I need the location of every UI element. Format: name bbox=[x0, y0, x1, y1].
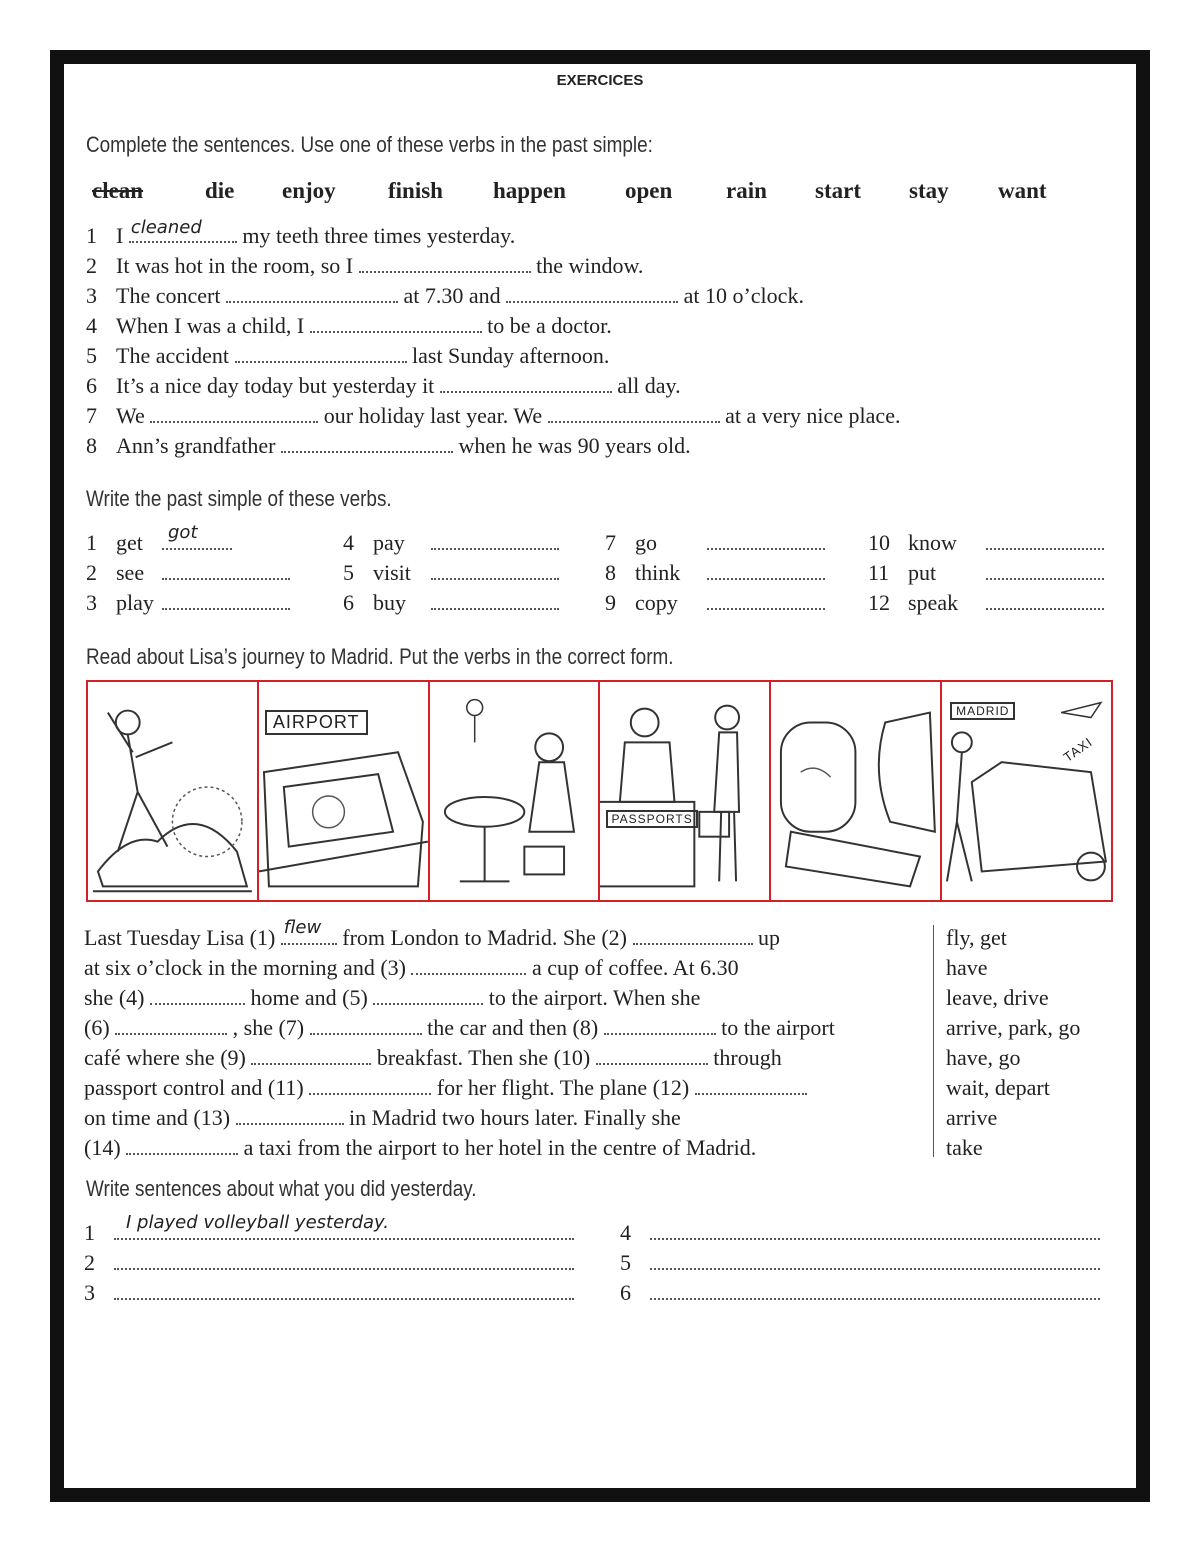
verb-happen: happen bbox=[493, 178, 566, 203]
ex1-line-1: 1 I cleaned my teeth three times yesterday. bbox=[86, 217, 516, 248]
picture-waking-up bbox=[88, 682, 259, 900]
sentence-blank[interactable] bbox=[114, 1282, 574, 1300]
madrid-sign: MADRID bbox=[950, 702, 1015, 720]
verb-hint: arrive, park, go bbox=[946, 1015, 1081, 1040]
answer-blank[interactable] bbox=[986, 592, 1104, 610]
sentence-line: 2 bbox=[84, 1250, 574, 1276]
verb-hint: fly, get bbox=[946, 925, 1007, 950]
handwritten-answer: I played volleyball yesterday. bbox=[126, 1212, 390, 1233]
plane-illustration bbox=[771, 682, 940, 900]
exercise-3-instruction: Read about Lisa’s journey to Madrid. Put the verbs in the correct form. bbox=[86, 644, 674, 669]
answer-blank[interactable] bbox=[310, 315, 482, 333]
verb-item: 1 get got bbox=[86, 530, 232, 556]
verb-item: 7 go bbox=[605, 530, 825, 556]
answer-blank[interactable] bbox=[986, 562, 1104, 580]
verb-item: 5 visit bbox=[343, 560, 559, 586]
ex1-line-2: 2 It was hot in the room, so I the window. bbox=[86, 253, 644, 278]
verb-item: 12 speak bbox=[868, 590, 1104, 616]
sentence-line: 3 bbox=[84, 1280, 574, 1306]
answer-blank[interactable] bbox=[633, 927, 753, 945]
answer-blank[interactable] bbox=[707, 592, 825, 610]
ex1-line-7: 7 We our holiday last year. We at a very nice place. bbox=[86, 403, 901, 428]
story-line: at six o’clock in the morning and (3) a cup of coffee. At 6.30 bbox=[84, 955, 739, 980]
picture-taxi bbox=[942, 682, 1111, 900]
ex1-line-8: 8 Ann’s grandfather when he was 90 years old. bbox=[86, 433, 691, 458]
verb-want: want bbox=[998, 178, 1047, 203]
sentence-blank[interactable] bbox=[650, 1252, 1100, 1270]
answer-blank[interactable] bbox=[150, 987, 245, 1005]
taxi-illustration bbox=[942, 682, 1111, 900]
verb-open: open bbox=[625, 178, 673, 203]
answer-blank[interactable] bbox=[309, 1077, 431, 1095]
answer-blank[interactable] bbox=[126, 1137, 238, 1155]
ex1-line-6: 6 It’s a nice day today but yesterday it all day. bbox=[86, 373, 681, 398]
answer-blank[interactable] bbox=[695, 1077, 807, 1095]
answer-blank[interactable] bbox=[707, 562, 825, 580]
answer-blank[interactable] bbox=[236, 1107, 344, 1125]
answer-blank[interactable] bbox=[162, 592, 290, 610]
story-line: (14) a taxi from the airport to her hotel in the centre of Madrid. bbox=[84, 1135, 757, 1160]
answer-blank[interactable] bbox=[251, 1047, 371, 1065]
verb-item: 10 know bbox=[868, 530, 1104, 556]
story-line: (6) , she (7) the car and then (8) to the airport bbox=[84, 1015, 835, 1040]
verb-item: 6 buy bbox=[343, 590, 559, 616]
column-divider bbox=[933, 925, 934, 1157]
taxi-sign: TAXI bbox=[1060, 734, 1096, 765]
passport-illustration bbox=[600, 682, 769, 900]
passports-sign: PASSPORTS bbox=[606, 810, 697, 828]
verb-item: 4 pay bbox=[343, 530, 559, 556]
answer-blank[interactable] bbox=[162, 562, 290, 580]
answer-blank[interactable] bbox=[604, 1017, 716, 1035]
verb-hint: wait, depart bbox=[946, 1075, 1050, 1100]
verb-stay: stay bbox=[909, 178, 949, 203]
sentence-line: 1 I played volleyball yesterday. bbox=[84, 1220, 574, 1246]
handwritten-answer: flew bbox=[283, 917, 322, 938]
answer-blank[interactable] bbox=[986, 532, 1104, 550]
answer-blank[interactable] bbox=[162, 522, 232, 550]
sentence-line: 6 bbox=[620, 1280, 1100, 1306]
answer-blank[interactable] bbox=[707, 532, 825, 550]
handwritten-answer: cleaned bbox=[130, 217, 202, 238]
story-line: café where she (9) breakfast. Then she (10) through bbox=[84, 1045, 782, 1070]
answer-blank[interactable] bbox=[310, 1017, 422, 1035]
answer-blank[interactable] bbox=[411, 957, 526, 975]
verb-hint: leave, drive bbox=[946, 985, 1049, 1010]
answer-blank[interactable] bbox=[235, 345, 407, 363]
ex1-line-3: 3 The concert at 7.30 and at 10 o’clock. bbox=[86, 283, 804, 308]
answer-blank[interactable] bbox=[281, 917, 337, 945]
verb-finish: finish bbox=[388, 178, 443, 203]
verb-item: 2 see bbox=[86, 560, 290, 586]
verb-hint: have, go bbox=[946, 1045, 1021, 1070]
handwritten-answer: got bbox=[168, 522, 198, 543]
story-line: Last Tuesday Lisa (1) flew from London to Madrid. She (2) up bbox=[84, 917, 780, 950]
verb-item: 3 play bbox=[86, 590, 290, 616]
picture-cafe bbox=[430, 682, 601, 900]
answer-blank[interactable] bbox=[129, 217, 237, 243]
ex1-line-5: 5 The accident last Sunday afternoon. bbox=[86, 343, 610, 368]
story-line: she (4) home and (5) to the airport. When she bbox=[84, 985, 701, 1010]
verb-rain: rain bbox=[726, 178, 767, 203]
sentence-line: 5 bbox=[620, 1250, 1100, 1276]
verb-hint: arrive bbox=[946, 1105, 998, 1130]
answer-blank[interactable] bbox=[431, 592, 559, 610]
picture-plane bbox=[771, 682, 942, 900]
answer-blank[interactable] bbox=[226, 285, 398, 303]
waking-up-illustration bbox=[88, 682, 257, 900]
picture-strip bbox=[86, 680, 1113, 902]
cafe-illustration bbox=[430, 682, 599, 900]
answer-blank[interactable] bbox=[281, 435, 453, 453]
story-line: passport control and (11) for her flight. The plane (12) bbox=[84, 1075, 807, 1101]
airport-sign: AIRPORT bbox=[265, 710, 368, 735]
sentence-blank[interactable] bbox=[650, 1222, 1100, 1240]
verb-die: die bbox=[205, 178, 235, 203]
answer-blank[interactable] bbox=[373, 987, 483, 1005]
verb-item: 8 think bbox=[605, 560, 825, 586]
verb-hint: have bbox=[946, 955, 988, 980]
page-title: EXERCICES bbox=[556, 72, 644, 89]
answer-blank[interactable] bbox=[548, 405, 720, 423]
verb-hint: take bbox=[946, 1135, 983, 1160]
answer-blank[interactable] bbox=[359, 255, 531, 273]
sentence-blank[interactable] bbox=[650, 1282, 1100, 1300]
sentence-blank[interactable] bbox=[114, 1252, 574, 1270]
answer-blank[interactable] bbox=[431, 532, 559, 550]
ex1-line-4: 4 When I was a child, I to be a doctor. bbox=[86, 313, 612, 338]
verb-start: start bbox=[815, 178, 861, 203]
verb-item: 9 copy bbox=[605, 590, 825, 616]
answer-blank[interactable] bbox=[596, 1047, 708, 1065]
verb-item: 11 put bbox=[868, 560, 1104, 586]
exercise-4-instruction: Write sentences about what you did yesterday. bbox=[86, 1176, 477, 1201]
picture-passport-control bbox=[600, 682, 771, 900]
story-line: on time and (13) in Madrid two hours later. Finally she bbox=[84, 1105, 681, 1130]
answer-blank[interactable] bbox=[150, 405, 318, 423]
sentence-line: 4 bbox=[620, 1220, 1100, 1246]
picture-driving bbox=[259, 682, 430, 900]
answer-blank[interactable] bbox=[506, 285, 678, 303]
car-illustration bbox=[259, 682, 428, 900]
verb-clean: clean bbox=[92, 178, 144, 203]
answer-blank[interactable] bbox=[115, 1017, 227, 1035]
exercise-1-instruction: Complete the sentences. Use one of these verbs in the past simple: bbox=[86, 132, 653, 157]
answer-blank[interactable] bbox=[440, 375, 612, 393]
exercise-2-instruction: Write the past simple of these verbs. bbox=[86, 486, 392, 511]
verb-enjoy: enjoy bbox=[282, 178, 336, 203]
answer-blank[interactable] bbox=[431, 562, 559, 580]
